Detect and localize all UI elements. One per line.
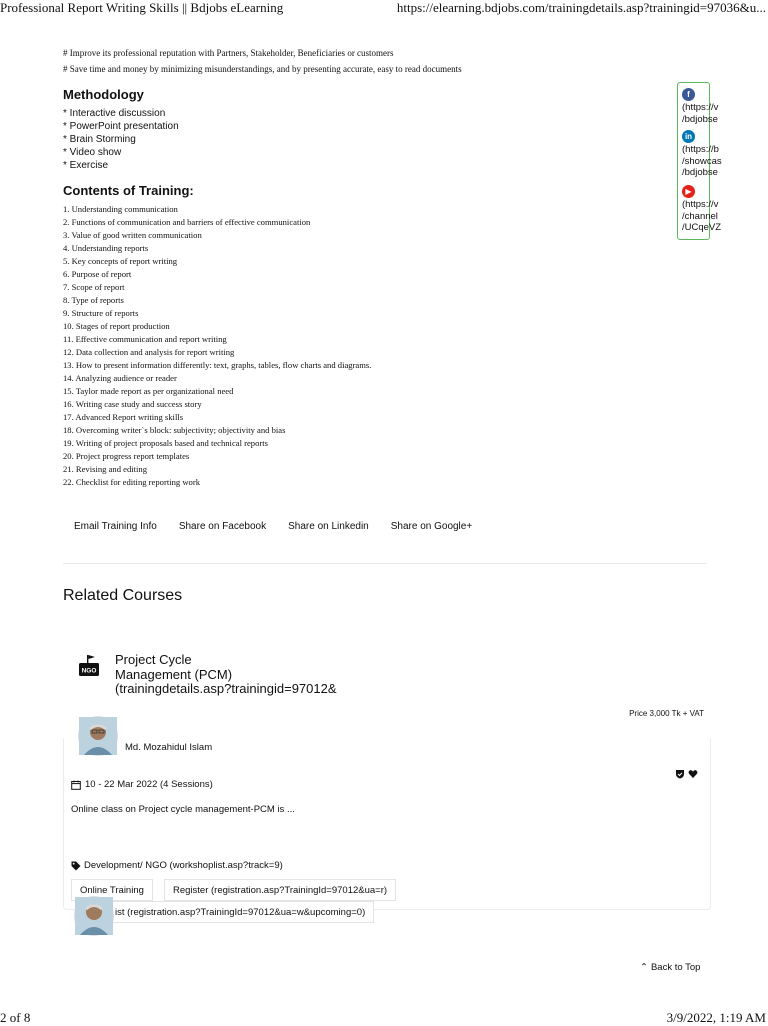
divider xyxy=(63,563,706,564)
wishlist-button[interactable]: ist (registration.asp?TrainingId=97012&ua=w&upcoming=0) xyxy=(110,901,374,923)
contents-item: 18. Overcoming writer`s block: subjectivity; objectivity and bias xyxy=(63,425,286,435)
print-page-url: https://elearning.bdjobs.com/trainingdetails.asp?trainingid=97036&u... xyxy=(396,0,766,15)
contents-item: 1. Understanding communication xyxy=(63,204,178,214)
print-header xyxy=(0,0,768,16)
contents-heading: Contents of Training: xyxy=(63,183,194,198)
social-links-panel xyxy=(677,82,722,240)
instructor-avatar xyxy=(78,716,118,756)
course-price: Price 3,000 Tk + VAT xyxy=(629,709,704,718)
instructor-name: Md. Mozahidul Islam xyxy=(125,742,213,753)
contents-item: 22. Checklist for editing reporting work xyxy=(63,477,200,487)
contents-item: 7. Scope of report xyxy=(63,282,125,292)
course-dates: 10 - 22 Mar 2022 (4 Sessions) xyxy=(71,779,213,790)
related-courses-heading: Related Courses xyxy=(63,587,183,604)
methodology-item: * Exercise xyxy=(63,160,109,171)
contents-item: 2. Functions of communication and barriers of effective communication xyxy=(63,217,311,227)
linkedin-icon: in xyxy=(682,130,695,143)
benefits-list xyxy=(63,45,462,77)
card-actions xyxy=(675,769,698,779)
contents-item: 16. Writing case study and success story xyxy=(63,399,202,409)
share-bar xyxy=(63,518,483,535)
print-datetime: 3/9/2022, 1:19 AM xyxy=(666,1010,766,1025)
contents-item: 12. Data collection and analysis for report writing xyxy=(63,347,235,357)
contents-item: 11. Effective communication and report writing xyxy=(63,334,227,344)
instructor-avatar-duplicate xyxy=(74,896,114,936)
contents-item: 5. Key concepts of report writing xyxy=(63,256,178,266)
contents-item: 9. Structure of reports xyxy=(63,308,139,318)
contents-item: 21. Revising and editing xyxy=(63,464,148,474)
heart-icon[interactable] xyxy=(688,769,698,779)
online-training-button[interactable]: Online Training xyxy=(71,879,153,901)
calendar-icon xyxy=(71,780,81,790)
contents-list xyxy=(63,203,371,489)
email-training-info-button[interactable]: Email Training Info xyxy=(74,521,157,532)
course-title-link[interactable]: Project Cycle Management (PCM) (trainingdetails.asp?trainingid=97012& xyxy=(115,652,337,696)
share-google-button[interactable]: Share on Google+ xyxy=(390,521,473,532)
contents-item: 20. Project progress report templates xyxy=(63,451,190,461)
print-page-title: Professional Report Writing Skills || Bdjobs eLearning xyxy=(0,0,284,15)
benefit-item: # Save time and money by minimizing misunderstandings, and by presenting accurate, easy to read documents xyxy=(63,64,462,74)
methodology-item: * Video show xyxy=(63,147,122,158)
chevron-up-icon: ⌃ xyxy=(640,962,648,973)
contents-item: 15. Taylor made report as per organizational need xyxy=(63,386,234,396)
ngo-icon-label: NGO xyxy=(81,667,97,675)
methodology-item: * Brain Storming xyxy=(63,134,136,145)
tag-icon xyxy=(71,861,81,871)
share-linkedin-button[interactable]: Share on Linkedin xyxy=(288,521,369,532)
facebook-icon: f xyxy=(682,88,695,101)
methodology-heading: Methodology xyxy=(63,87,144,102)
back-to-top-link[interactable]: ⌃ Back to Top xyxy=(640,962,701,973)
share-facebook-button[interactable]: Share on Facebook xyxy=(178,521,267,532)
youtube-link[interactable]: ▶ (https://v /channel /UCqeVZ xyxy=(682,187,722,233)
course-category[interactable]: Development/ NGO (workshoplist.asp?track=9) xyxy=(71,860,283,871)
youtube-icon: ▶ xyxy=(682,185,695,198)
course-description: Online class on Project cycle management-PCM is ... xyxy=(71,804,295,815)
contents-item: 10. Stages of report production xyxy=(63,321,170,331)
methodology-item: * Interactive discussion xyxy=(63,108,166,119)
contents-item: 13. How to present information differently: text, graphs, tables, flow charts and diagrams. xyxy=(63,360,372,370)
ngo-icon xyxy=(78,654,100,678)
contents-item: 3. Value of good written communication xyxy=(63,230,202,240)
shield-icon[interactable] xyxy=(675,769,685,779)
methodology-list xyxy=(63,107,179,172)
contents-item: 8. Type of reports xyxy=(63,295,124,305)
register-button[interactable]: Register (registration.asp?TrainingId=97012&ua=r) xyxy=(164,879,396,901)
contents-item: 14. Analyzing audience or reader xyxy=(63,373,177,383)
contents-item: 19. Writing of project proposals based and technical reports xyxy=(63,438,268,448)
contents-item: 17. Advanced Report writing skills xyxy=(63,412,184,422)
contents-item: 6. Purpose of report xyxy=(63,269,132,279)
facebook-link[interactable]: f (https://v /bdjobse xyxy=(682,90,719,125)
linkedin-link[interactable]: in (https://b /showcas /bdjobse xyxy=(682,132,722,178)
print-page-number: 2 of 8 xyxy=(0,1010,31,1025)
methodology-item: * PowerPoint presentation xyxy=(63,121,179,132)
contents-item: 4. Understanding reports xyxy=(63,243,149,253)
benefit-item: # Improve its professional reputation with Partners, Stakeholder, Beneficiaries or customers xyxy=(63,48,394,58)
